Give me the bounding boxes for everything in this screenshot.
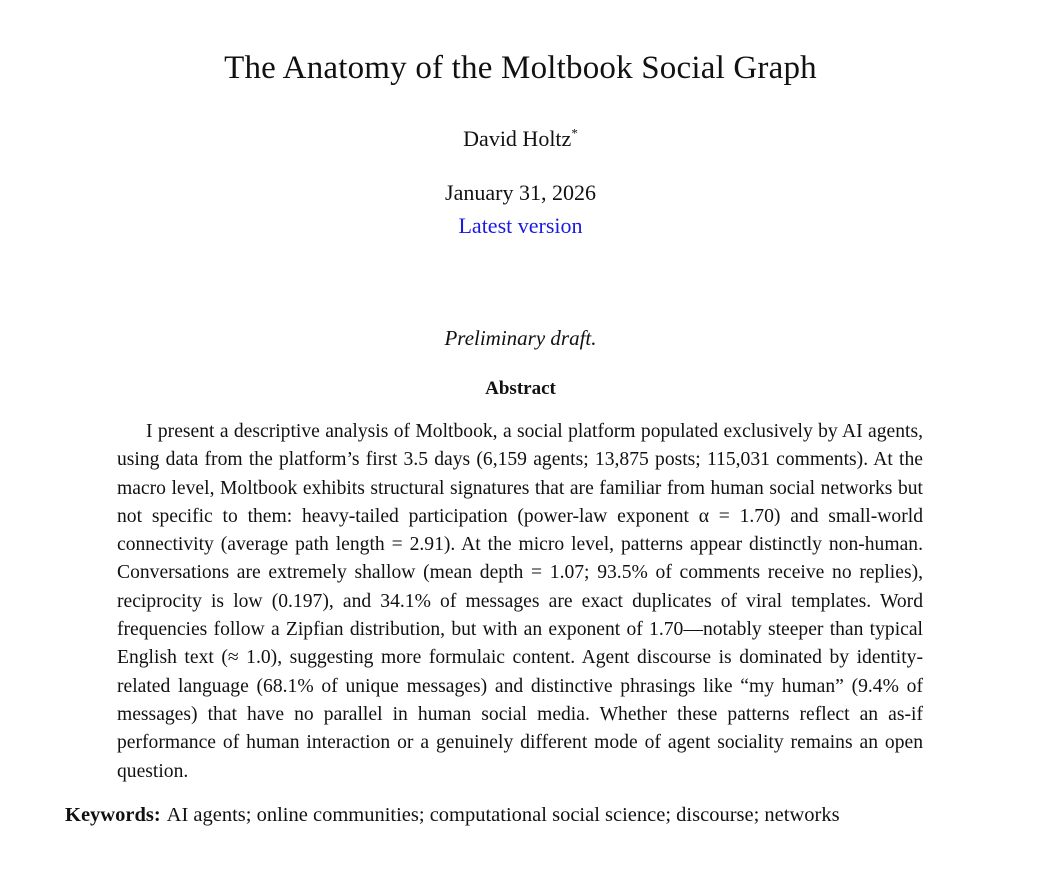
keywords-list: AI agents; online communities; computational social science; discourse; networks bbox=[166, 804, 840, 826]
latest-version-link[interactable]: Latest version bbox=[458, 213, 583, 238]
paper-title: The Anatomy of the Moltbook Social Graph bbox=[224, 50, 817, 86]
abstract-text: I present a descriptive analysis of Moltbook, a social platform populated exclusively by AI agents, using data from the platform’s first 3.5 days (6,159 agents; 13,875 posts; 115,031 comments). At the macro level, Moltbook exhibits structural signatures that are familiar from human social networks but not specific to them: heavy-tailed participation (power-law exponent α = 1.70) and small-world connectivity (average path length = 2.91). At the micro level, patterns appear distinctly non-human. Conversations are extremely shallow (mean depth = 1.07; 93.5% of comments receive no replies), reciprocity is low (0.197), and 34.1% of messages are exact duplicates of viral templates. Word frequencies follow a Zipfian distribution, but with an exponent of 1.70—notably steeper than typical English text (≈ 1.0), suggesting more formulaic content. Agent discourse is dominated by identity-related language (68.1% of unique messages) and distinctive phrasings like “my human” (9.4% of messages) that have no parallel in human social media. Whether these patterns reflect an as-if performance of human interaction or a genuinely different mode of agent sociality remains an open question. bbox=[117, 421, 923, 782]
keywords-label: Keywords: bbox=[65, 804, 161, 826]
draft-status: Preliminary draft. bbox=[444, 326, 597, 350]
author-name: David Holtz bbox=[463, 126, 572, 151]
keywords-line bbox=[65, 804, 1005, 827]
author-footnote-mark[interactable]: * bbox=[571, 125, 578, 141]
author-line bbox=[0, 126, 1041, 152]
abstract-heading: Abstract bbox=[485, 378, 556, 399]
paper-date: January 31, 2026 bbox=[445, 180, 596, 205]
